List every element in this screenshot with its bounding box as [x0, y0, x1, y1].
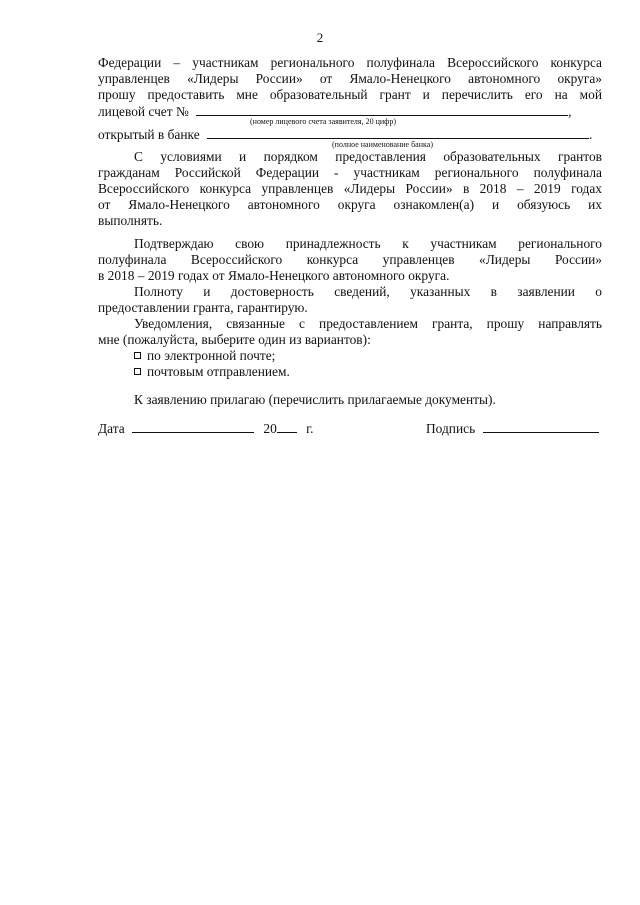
option-email-label: по электронной почте;: [147, 348, 276, 363]
option-post[interactable]: [98, 364, 602, 380]
p2-line-1: С условиями и порядком предоставления образовательных грантов: [134, 149, 602, 164]
year-prefix: 20: [263, 421, 277, 436]
p5-line-2: мне (пожалуйста, выберите один из вариантов):: [98, 332, 371, 347]
option-email[interactable]: [98, 348, 602, 364]
account-hint: (номер лицевого счета заявителя, 20 цифр): [250, 117, 397, 126]
p2-line-5: выполнять.: [98, 213, 163, 228]
account-number-field[interactable]: [196, 103, 568, 116]
account-line-end: ,: [568, 104, 572, 119]
p5-line-1: Уведомления, связанные с предоставлением гранта, прошу направлять: [134, 316, 602, 331]
post-checkbox[interactable]: [134, 368, 141, 375]
p3-line-2: полуфинала Всероссийского конкурса управленцев «Лидеры России»: [98, 252, 602, 267]
p3-line-1: Подтверждаю свою принадлежность к участникам регионального: [134, 236, 602, 251]
bank-line-end: .: [589, 127, 593, 142]
year-suffix: г.: [306, 421, 314, 436]
page-number: 2: [316, 30, 324, 45]
date-block: [98, 420, 314, 437]
p3-line-3: в 2018 – 2019 годах от Ямало-Ненецкого автономного округа.: [98, 268, 450, 283]
p1-line-1: Федерации – участникам регионального полуфинала Всероссийского конкурса: [98, 55, 602, 70]
p4-line-1: Полноту и достоверность сведений, указанных в заявлении о: [134, 284, 602, 299]
signature-block: [426, 420, 599, 437]
document-body: [98, 55, 602, 408]
p2-line-3: Всероссийского конкурса управленцев «Лидеры России» в 2018 – 2019 годах: [98, 181, 602, 196]
bank-label: открытый в банке: [98, 127, 200, 142]
bank-line: [98, 126, 602, 149]
p1-line-2: управленцев «Лидеры России» от Ямало-Ненецкого автономного округа»: [98, 71, 602, 86]
signature-field[interactable]: [483, 420, 599, 433]
account-line: [98, 103, 602, 126]
p2-line-4: от Ямало-Ненецкого автономного округа ознакомлен(а) и обязуюсь их: [98, 197, 602, 212]
option-post-label: почтовым отправлением.: [147, 364, 290, 379]
email-checkbox[interactable]: [134, 352, 141, 359]
date-field[interactable]: [132, 420, 254, 433]
year-field[interactable]: [277, 420, 297, 433]
account-label: лицевой счет №: [98, 104, 189, 119]
signature-footer: [98, 420, 602, 440]
p4-line-2: предоставлении гранта, гарантирую.: [98, 300, 308, 315]
p2-line-2: гражданам Российской Федерации - участникам регионального полуфинала: [98, 165, 602, 180]
bank-hint: (полное наименование банка): [332, 140, 433, 149]
attachments-line: К заявлению прилагаю (перечислить прилагаемые документы).: [134, 392, 496, 407]
signature-label: Подпись: [426, 421, 476, 436]
p1-line-3: прошу предоставить мне образовательный грант и перечислить его на мой: [98, 87, 602, 102]
bank-name-field[interactable]: [207, 126, 589, 139]
date-label: Дата: [98, 421, 125, 436]
